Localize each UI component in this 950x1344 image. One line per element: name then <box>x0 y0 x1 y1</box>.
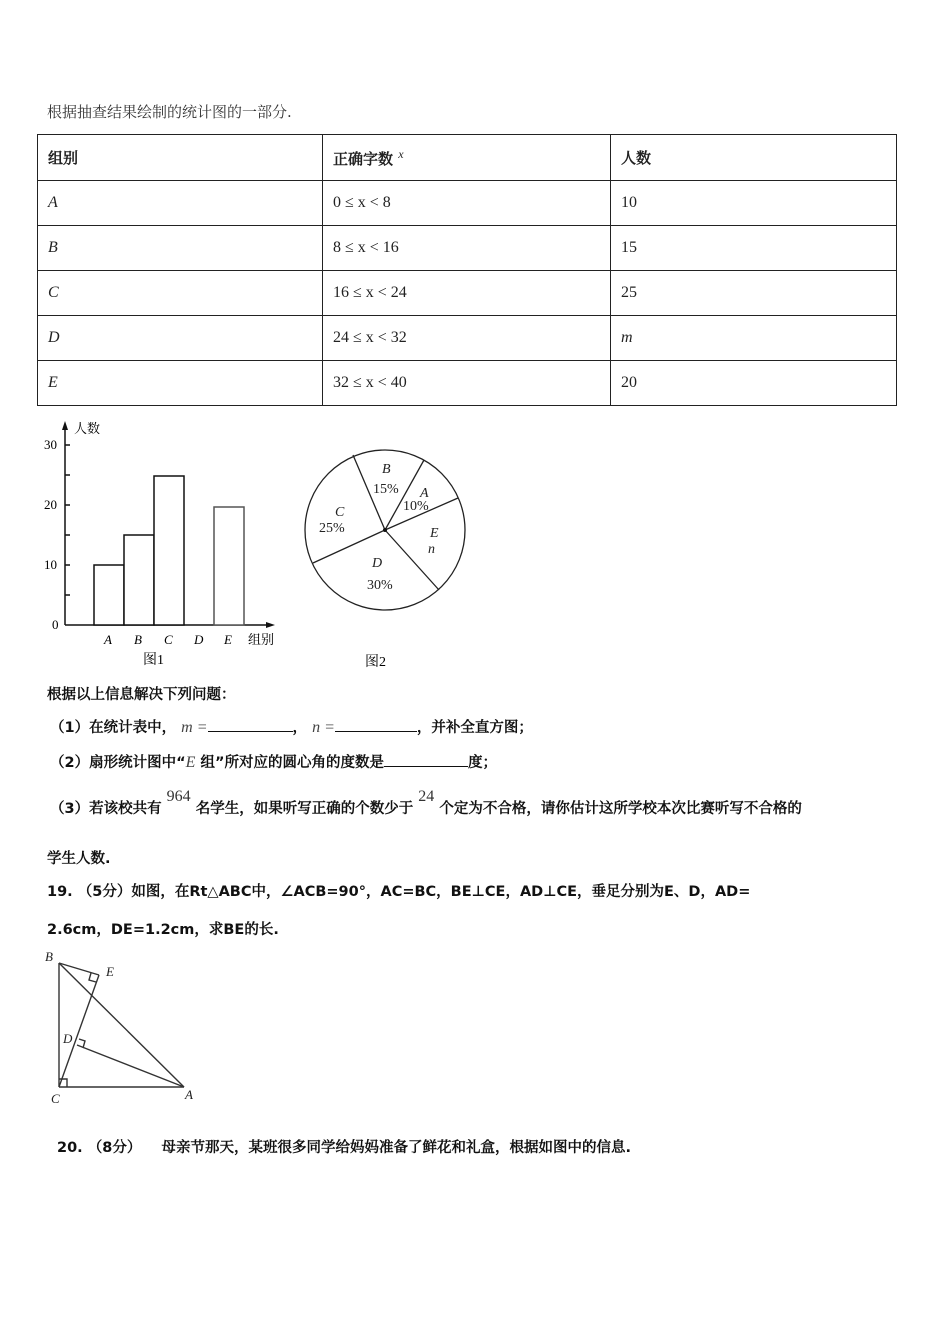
cell-range: 24 ≤ x < 32 <box>323 316 611 361</box>
header-correct-count-label: 正确字数 <box>333 149 394 168</box>
cell-group: B <box>38 226 323 271</box>
ytick-30: 30 <box>44 437 57 452</box>
problem-20: 20. （8分） 母亲节那天，某班很多同学给妈妈准备了鲜花和礼盒，根据如图中的信息. <box>57 1140 632 1156</box>
pie-pct-b: 15% <box>373 482 399 497</box>
q2-mid: 组”所对应的圆心角的度数是 <box>200 755 384 771</box>
pie-label-d: D <box>372 556 383 571</box>
problem-19-line1: 19. （5分）如图，在Rt△ABC中，∠ACB=90°，AC=BC，BE⊥CE，AD⊥CE，垂足分别为E、D，AD= <box>47 884 751 900</box>
table-row <box>38 316 897 361</box>
cell-range: 16 ≤ x < 24 <box>323 271 611 316</box>
xcat-c: C <box>164 632 173 647</box>
q1-n-var: n = <box>312 719 335 736</box>
label-d: D <box>63 1031 73 1046</box>
ytick-20: 20 <box>44 497 57 512</box>
pie-label-n: n <box>428 542 435 557</box>
intro-text: 根据抽查结果绘制的统计图的一部分. <box>47 103 292 121</box>
q2-suffix: 度； <box>468 755 497 771</box>
q2-prefix: （2）扇形统计图中“ <box>50 755 186 771</box>
xcat-a: A <box>104 632 112 647</box>
table-row <box>38 226 897 271</box>
cell-range: 0 ≤ x < 8 <box>323 181 611 226</box>
pie-label-c: C <box>335 505 345 520</box>
cell-count: 15 <box>611 226 897 271</box>
cell-group: D <box>38 316 323 361</box>
pie-label-e: E <box>430 526 439 541</box>
q1-n-blank[interactable] <box>335 717 417 732</box>
pie-caption: 图2 <box>365 655 386 670</box>
statistics-table <box>37 134 897 406</box>
pie-label-a: A <box>420 486 429 501</box>
cell-group: A <box>38 181 323 226</box>
cell-range: 8 ≤ x < 16 <box>323 226 611 271</box>
problem-19-line2: 2.6cm，DE=1.2cm，求BE的长. <box>47 922 279 938</box>
q3-suffix: 个定为不合格，请你估计这所学校本次比赛听写不合格的 <box>439 801 802 817</box>
q1-suffix: ，并补全直方图； <box>416 720 533 736</box>
label-b: B <box>45 949 53 964</box>
label-e: E <box>106 964 114 979</box>
q1-prefix: （1）在统计表中， <box>50 720 177 736</box>
label-c: C <box>51 1091 60 1106</box>
ytick-10: 10 <box>44 557 57 572</box>
q1-m-var: m = <box>181 719 208 736</box>
table-header-row <box>38 135 897 181</box>
q3-mid: 名学生，如果听写正确的个数少于 <box>195 801 414 817</box>
xcat-d: D <box>194 632 204 647</box>
cell-range: 32 ≤ x < 40 <box>323 361 611 406</box>
question-2 <box>50 751 497 772</box>
q3-threshold: 24 <box>418 788 435 805</box>
cell-group: E <box>38 361 323 406</box>
pie-pct-d: 30% <box>367 578 393 593</box>
bar-ylabel: 人数 <box>74 421 101 436</box>
q2-var: E <box>185 754 196 771</box>
bar-xlabel: 组别 <box>248 632 275 647</box>
xcat-b: B <box>134 632 142 647</box>
cell-count: m <box>611 316 897 361</box>
bar-chart <box>30 415 290 675</box>
triangle-figure <box>40 945 210 1110</box>
question-3 <box>50 788 802 818</box>
cell-count: 10 <box>611 181 897 226</box>
ytick-0: 0 <box>52 617 59 632</box>
cell-count: 20 <box>611 361 897 406</box>
q1-m-blank[interactable] <box>208 717 293 732</box>
pie-pct-a: 10% <box>403 499 429 514</box>
cell-count: 25 <box>611 271 897 316</box>
question-3-line2: 学生人数. <box>47 851 111 867</box>
q2-blank[interactable] <box>384 752 468 767</box>
header-group: 组别 <box>38 135 323 181</box>
header-people: 人数 <box>611 135 897 181</box>
table-row <box>38 361 897 406</box>
question-1 <box>50 716 533 737</box>
table-row <box>38 181 897 226</box>
q3-prefix: （3）若该校共有 <box>50 801 162 817</box>
xcat-e: E <box>224 632 232 647</box>
pie-label-b: B <box>382 462 391 477</box>
cell-group: C <box>38 271 323 316</box>
bar-caption: 图1 <box>143 653 164 668</box>
pie-chart <box>295 440 475 675</box>
questions-lead: 根据以上信息解决下列问题： <box>47 687 236 703</box>
header-correct-count <box>323 135 611 181</box>
table-row <box>38 271 897 316</box>
label-a: A <box>185 1087 193 1102</box>
q1-comma: ， <box>292 720 308 736</box>
q3-num-students: 964 <box>166 788 191 805</box>
pie-pct-c: 25% <box>319 521 345 536</box>
header-var: x <box>398 146 404 161</box>
